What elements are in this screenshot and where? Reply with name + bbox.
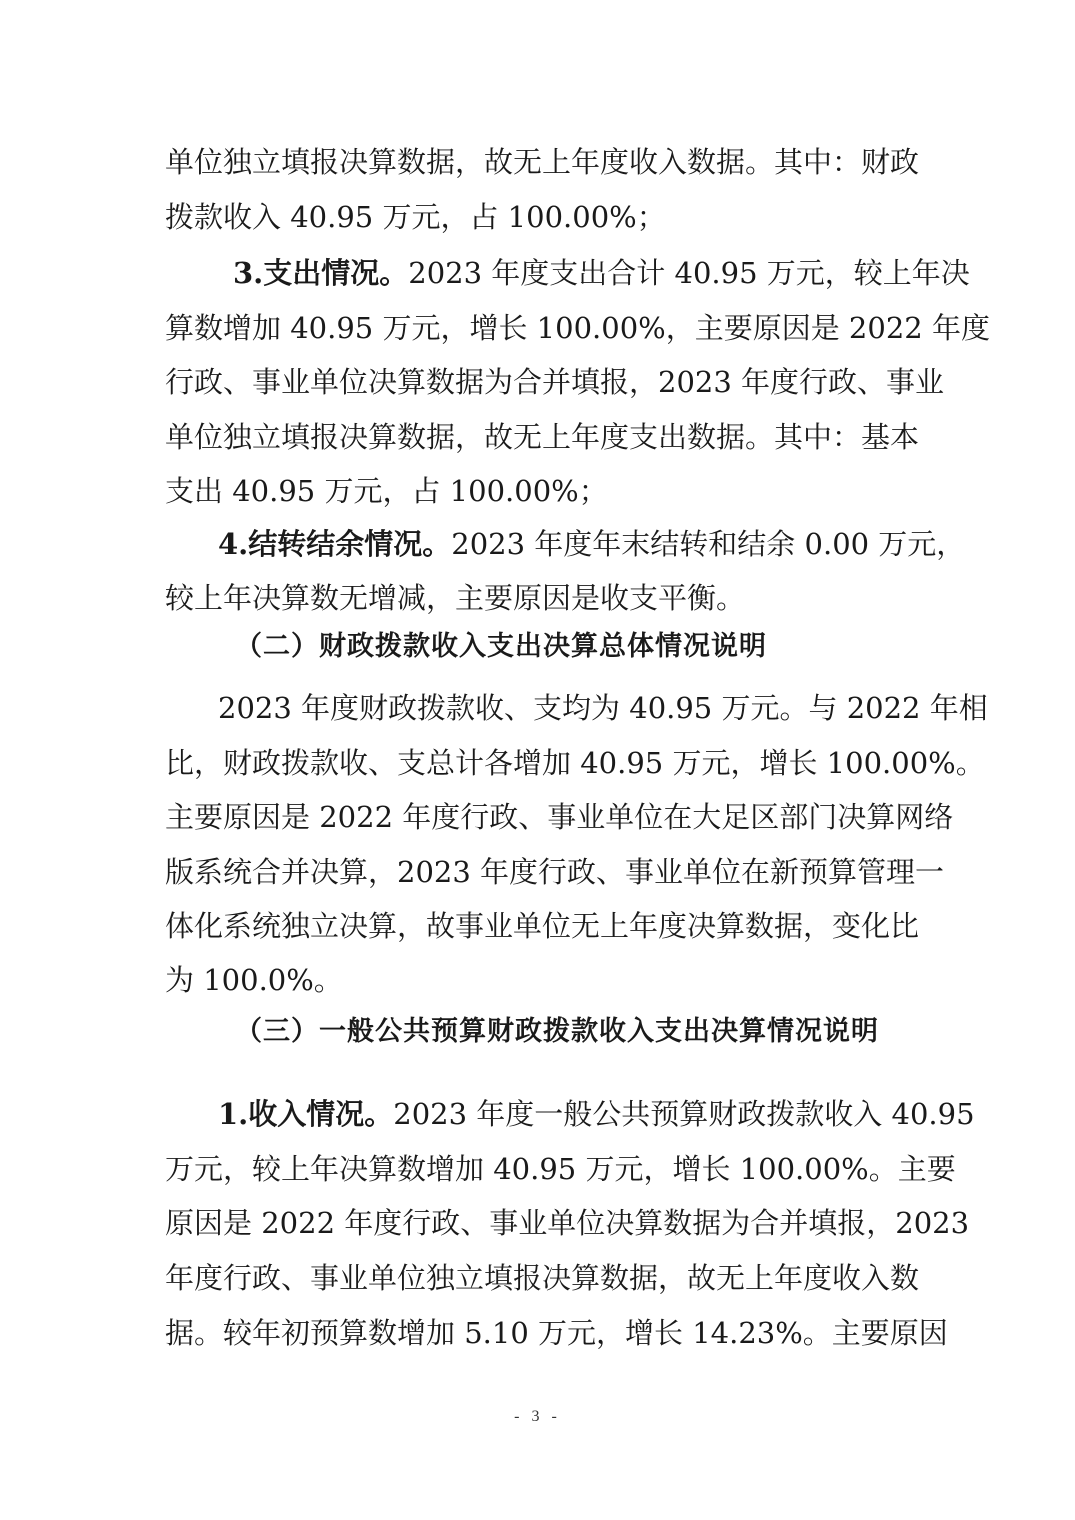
section-3-heading: （三）一般公共预算财政拨款收入支出决算情况说明: [235, 1016, 879, 1047]
section-3-line-1-text: 2023 年度一般公共预算财政拨款收入 40.95: [393, 1097, 975, 1131]
income-tail-line-1: 单位独立填报决算数据，故无上年度收入数据。其中：财政: [165, 145, 920, 179]
balance-line-1-text: 2023 年度年末结转和结余 0.00 万元，: [451, 527, 966, 561]
expenditure-line-3: 行政、事业单位决算数据为合并填报，2023 年度行政、事业: [165, 365, 945, 399]
section-2-line-4: 版系统合并决算，2023 年度行政、事业单位在新预算管理一: [165, 855, 945, 889]
section-2-line-3: 主要原因是 2022 年度行政、事业单位在大足区部门决算网络: [165, 800, 954, 834]
balance-line-2: 较上年决算数无增减，主要原因是收支平衡。: [165, 581, 746, 615]
section-3-lead: 1.收入情况。: [218, 1097, 394, 1131]
section-3-line-3: 原因是 2022 年度行政、事业单位决算数据为合并填报，2023: [165, 1206, 970, 1240]
section-2-line-2: 比，财政拨款收、支总计各增加 40.95 万元，增长 100.00%。: [165, 746, 985, 780]
expenditure-line-1: [233, 253, 970, 293]
section-2-line-6: 为 100.0%。: [165, 963, 343, 997]
section-3-line-1: [218, 1094, 975, 1134]
page-number: - 3 -: [514, 1408, 561, 1425]
section-2-line-1: 2023 年度财政拨款收、支均为 40.95 万元。与 2022 年相: [218, 691, 988, 725]
balance-lead: 4.结转结余情况。: [218, 527, 452, 561]
section-2-line-5: 体化系统独立决算，故事业单位无上年度决算数据，变化比: [165, 909, 920, 943]
section-3-line-2: 万元，较上年决算数增加 40.95 万元，增长 100.00%。主要: [165, 1152, 956, 1186]
income-tail-line-2: 拨款收入 40.95 万元，占 100.00%；: [165, 200, 666, 234]
expenditure-line-1-text: 2023 年度支出合计 40.95 万元，较上年决: [408, 256, 970, 290]
section-2-heading: （二）财政拨款收入支出决算总体情况说明: [235, 631, 767, 662]
expenditure-line-2: 算数增加 40.95 万元，增长 100.00%，主要原因是 2022 年度: [165, 311, 990, 345]
expenditure-line-4: 单位独立填报决算数据，故无上年度支出数据。其中：基本: [165, 420, 920, 454]
section-3-line-5: 据。较年初预算数增加 5.10 万元，增长 14.23%。主要原因: [165, 1316, 948, 1350]
section-3-line-4: 年度行政、事业单位独立填报决算数据，故无上年度收入数: [165, 1261, 920, 1295]
expenditure-line-5: 支出 40.95 万元，占 100.00%；: [165, 474, 608, 508]
expenditure-lead: 3.支出情况。: [233, 256, 409, 290]
balance-line-1: [218, 524, 966, 564]
